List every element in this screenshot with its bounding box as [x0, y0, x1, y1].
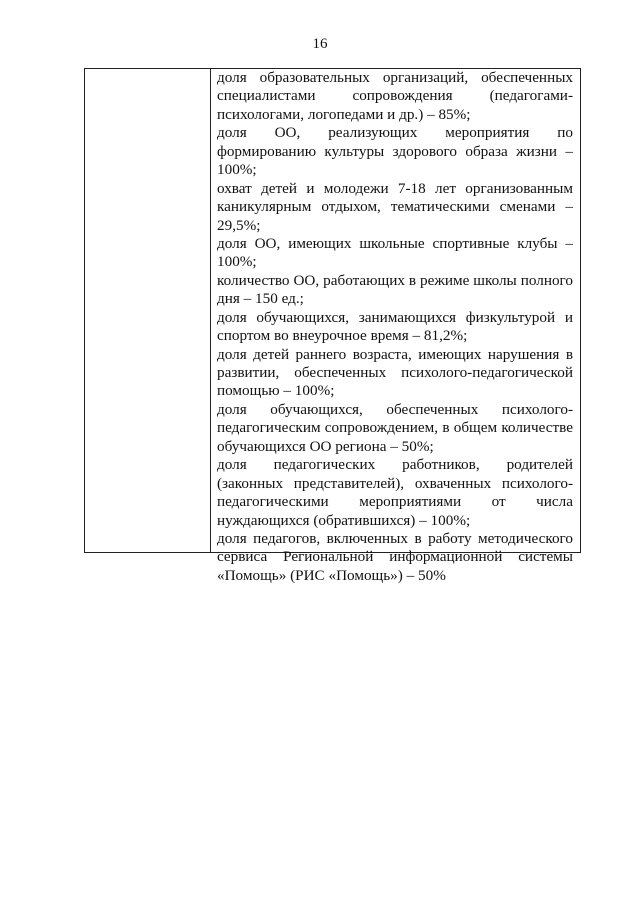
text-line: «Помощь» (РИС «Помощь») – 50% [217, 566, 446, 584]
text-line: каникулярным отдыхом, тематическими сменами – [217, 198, 573, 216]
text-line: дня – 150 ед.; [217, 290, 304, 308]
text-line: 100%; [217, 161, 257, 179]
text-line: специалистами сопровождения (педагогами- [217, 87, 573, 105]
text-line: обучающихся ОО региона – 50%; [217, 437, 434, 455]
text-line: количество ОО, работающих в режиме школы полного [217, 271, 573, 289]
text-line: педагогическим сопровождением, в общем количестве [217, 419, 573, 437]
text-line: доля педагогов, включенных в работу методического [217, 529, 573, 547]
text-line: 29,5%; [217, 216, 261, 234]
indicators-table [84, 68, 581, 584]
table-right-cell [211, 69, 580, 585]
table-left-cell [85, 69, 211, 552]
page-number: 16 [312, 36, 328, 52]
text-line: педагогическими мероприятиями от числа [217, 493, 573, 511]
text-line: доля детей раннего возраста, имеющих нарушения в [217, 345, 573, 363]
text-line: доля ОО, реализующих мероприятия по [217, 124, 573, 142]
text-line: психологами, логопедами и др.) – 85%; [217, 105, 471, 123]
text-line: нуждающихся (обратившихся) – 100%; [217, 511, 471, 529]
text-line: доля педагогических работников, родителей [217, 456, 573, 474]
text-line: доля обучающихся, занимающихся физкультурой и [217, 308, 573, 326]
text-line: сервиса Региональной информационной системы [217, 548, 573, 566]
text-line: формированию культуры здорового образа жизни – [217, 142, 573, 160]
text-line: доля ОО, имеющих школьные спортивные клубы – [217, 234, 573, 252]
text-line: охват детей и молодежи 7-18 лет организованным [217, 179, 573, 197]
text-line: доля образовательных организаций, обеспеченных [217, 69, 573, 86]
text-line: (законных представителей), охваченных психолого- [217, 474, 573, 492]
text-line: 100%; [217, 253, 257, 271]
text-line: помощью – 100%; [217, 382, 335, 400]
text-line: доля обучающихся, обеспеченных психолого- [217, 400, 573, 418]
text-line: развитии, обеспеченных психолого-педагогической [217, 364, 573, 381]
text-line: спортом во внеурочное время – 81,2%; [217, 327, 468, 345]
